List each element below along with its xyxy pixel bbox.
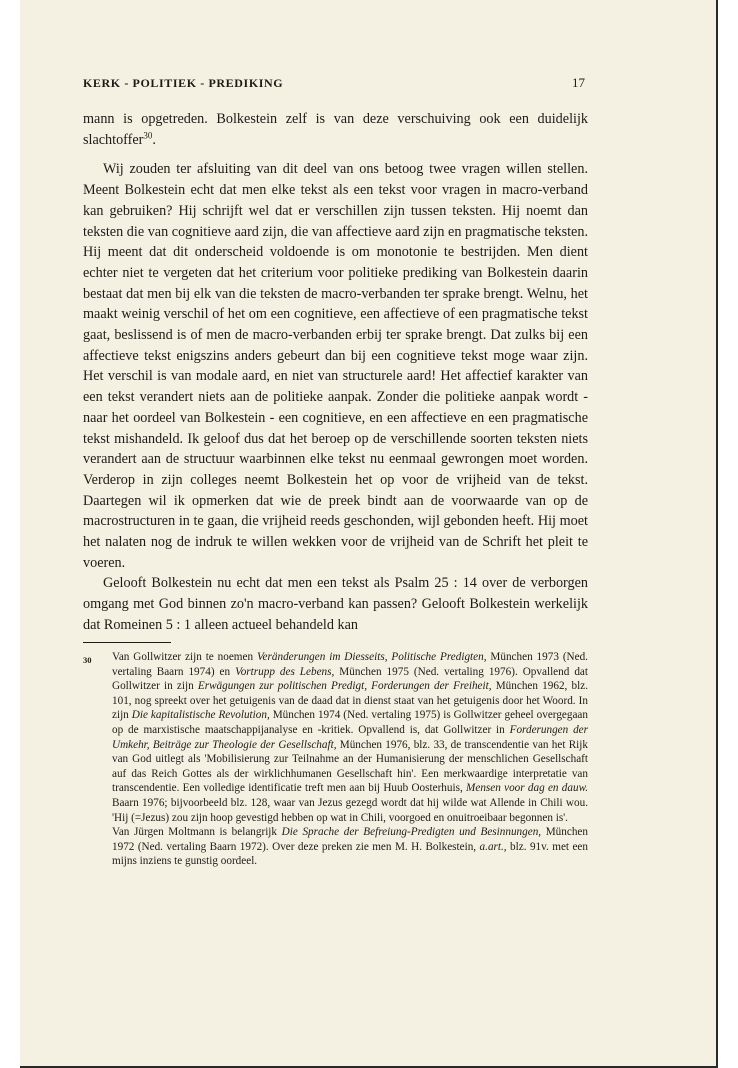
main-text xyxy=(83,109,588,636)
footnote-number: 30 xyxy=(83,655,92,665)
paragraph: Wij zouden ter afsluiting van dit deel van ons betoog twee vragen willen stellen. Meent Bolkestein echt dat men elke tekst als een tekst voor vragen in macro-verband kan gebruiken? Hij schrijft wel dat er verschillen zijn tussen teksten. Hij noemt dan teksten die van cognitieve aard zijn, die van affectieve aard zijn en pragmatische teksten. Hij meent dat dit onderscheid voldoende is om monotonie te bestrijden. Men dient echter niet te vergeten dat het criterium voor politieke prediking van Bolkestein daarin bestaat dat men bij elk van die teksten de macro-verbanden ter sprake brengt. Welnu, het maakt weinig verschil of het om een cognitieve, een affectieve of een pragmatische tekst gaat, beslissend is of men de macro-verbanden erbij ter sprake brengt. Dat zulks bij een affectieve tekst enigszins anders gebeurt dan bij een cognitieve tekst moge waar zijn. Het verschil is van modale aard, en niet van structurele aard! Het affectief karakter van een tekst verandert niets aan de politieke aanpak. Zonder die politieke aanpak wordt - naar het oordeel van Bolkestein - een cognitieve, en een affectieve en een pragmatische tekst mishandeld. Ik geloof dus dat het beroep op de verschillende soorten teksten niets verandert aan de structuur waarbinnen elke tekst nu eenmaal gewrongen moet worden. Verderop in zijn colleges neemt Bolkestein het op voor de vrijheid van de tekst. Daartegen wil ik opmerken dat wie de preek bindt aan de voorwaarde van op de macrostructuren in te gaan, die vrijheid reeds geschonden, wijl gebonden heeft. Hij moet het nalaten nog de indruk te willen wekken voor de vrijheid van de Schrift het pleit te voeren. xyxy=(83,161,588,571)
paragraph-continued: mann is opgetreden. Bolkestein zelf is van deze verschuiving ook een duidelijk slachtoffer$^{30}$. xyxy=(83,111,588,148)
footnote-divider xyxy=(83,642,171,643)
page-number: 17 xyxy=(572,75,585,90)
running-header: KERK - POLITIEK - PREDIKING xyxy=(83,76,284,90)
book-page xyxy=(20,0,718,1068)
footnote-paragraph: Van Gollwitzer zijn te noemen Veränderungen im Diesseits, Politische Predigten, München 1973 (Ned. vertaling Baarn 1974) en Vortrupp des Lebens, München 1975 (Ned. vertaling 1976). Opvallend dat Gollwitzer in zijn Erwägungen zur politischen Predigt, Forderungen der Freiheit, München 1962, blz. 101, nog spreekt over het getuigenis van de daad dat in dienst staat van het getuigenis door het Woord. In zijn Die kapitalistische Revolution, München 1974 (Ned. vertaling 1975) is Gollwitzer geheel overgegaan op de marxistische maatschappijanalyse en -kritiek. Opvallend is, dat Gollwitzer in Forderungen der Umkehr, Beiträge zur Theologie der Gesellschaft, München 1976, blz. 33, de transcendentie van het Rijk van God uitlegt als 'Mobilisierung zur Teilnahme an der Humanisierung der menschlichen Gesellschaft auf das Reich Gottes als der wirklichhumanen Gesellschaft hin'. Een merkwaardige interpretatie van transcendentie. Een volledige identificatie treft men aan bij Huub Oosterhuis, Mensen voor dag en dauw. Baarn 1976; bijvoorbeeld blz. 128, waar van Jezus gezegd wordt dat hij wilde wat Allende in Chili wou. 'Hij (=Jezus) zou zijn hoop gevestigd hebben op wat in Chili, voorgoed en onuitroeibaar begonnen is'. xyxy=(112,651,588,824)
paragraph: Gelooft Bolkestein nu echt dat men een tekst als Psalm 25 : 14 over de verborgen omgang met God binnen zo'n macro-verband kan passen? Gelooft Bolkestein werkelijk dat Romeinen 5 : 1 alleen actueel behandeld kan xyxy=(83,575,588,633)
footnotes xyxy=(83,650,588,869)
footnote-reference[interactable]: 30 xyxy=(143,129,153,140)
footnote-text xyxy=(112,650,588,869)
footnote-paragraph: Van Jürgen Moltmann is belangrijk Die Sprache der Befreiung-Predigten und Besinnungen, München 1972 (Ned. vertaling Baarn 1972). Over deze preken zie men M. H. Bolkestein, a.art., blz. 91v. met een mijns inziens te gunstig oordeel. xyxy=(112,826,588,868)
